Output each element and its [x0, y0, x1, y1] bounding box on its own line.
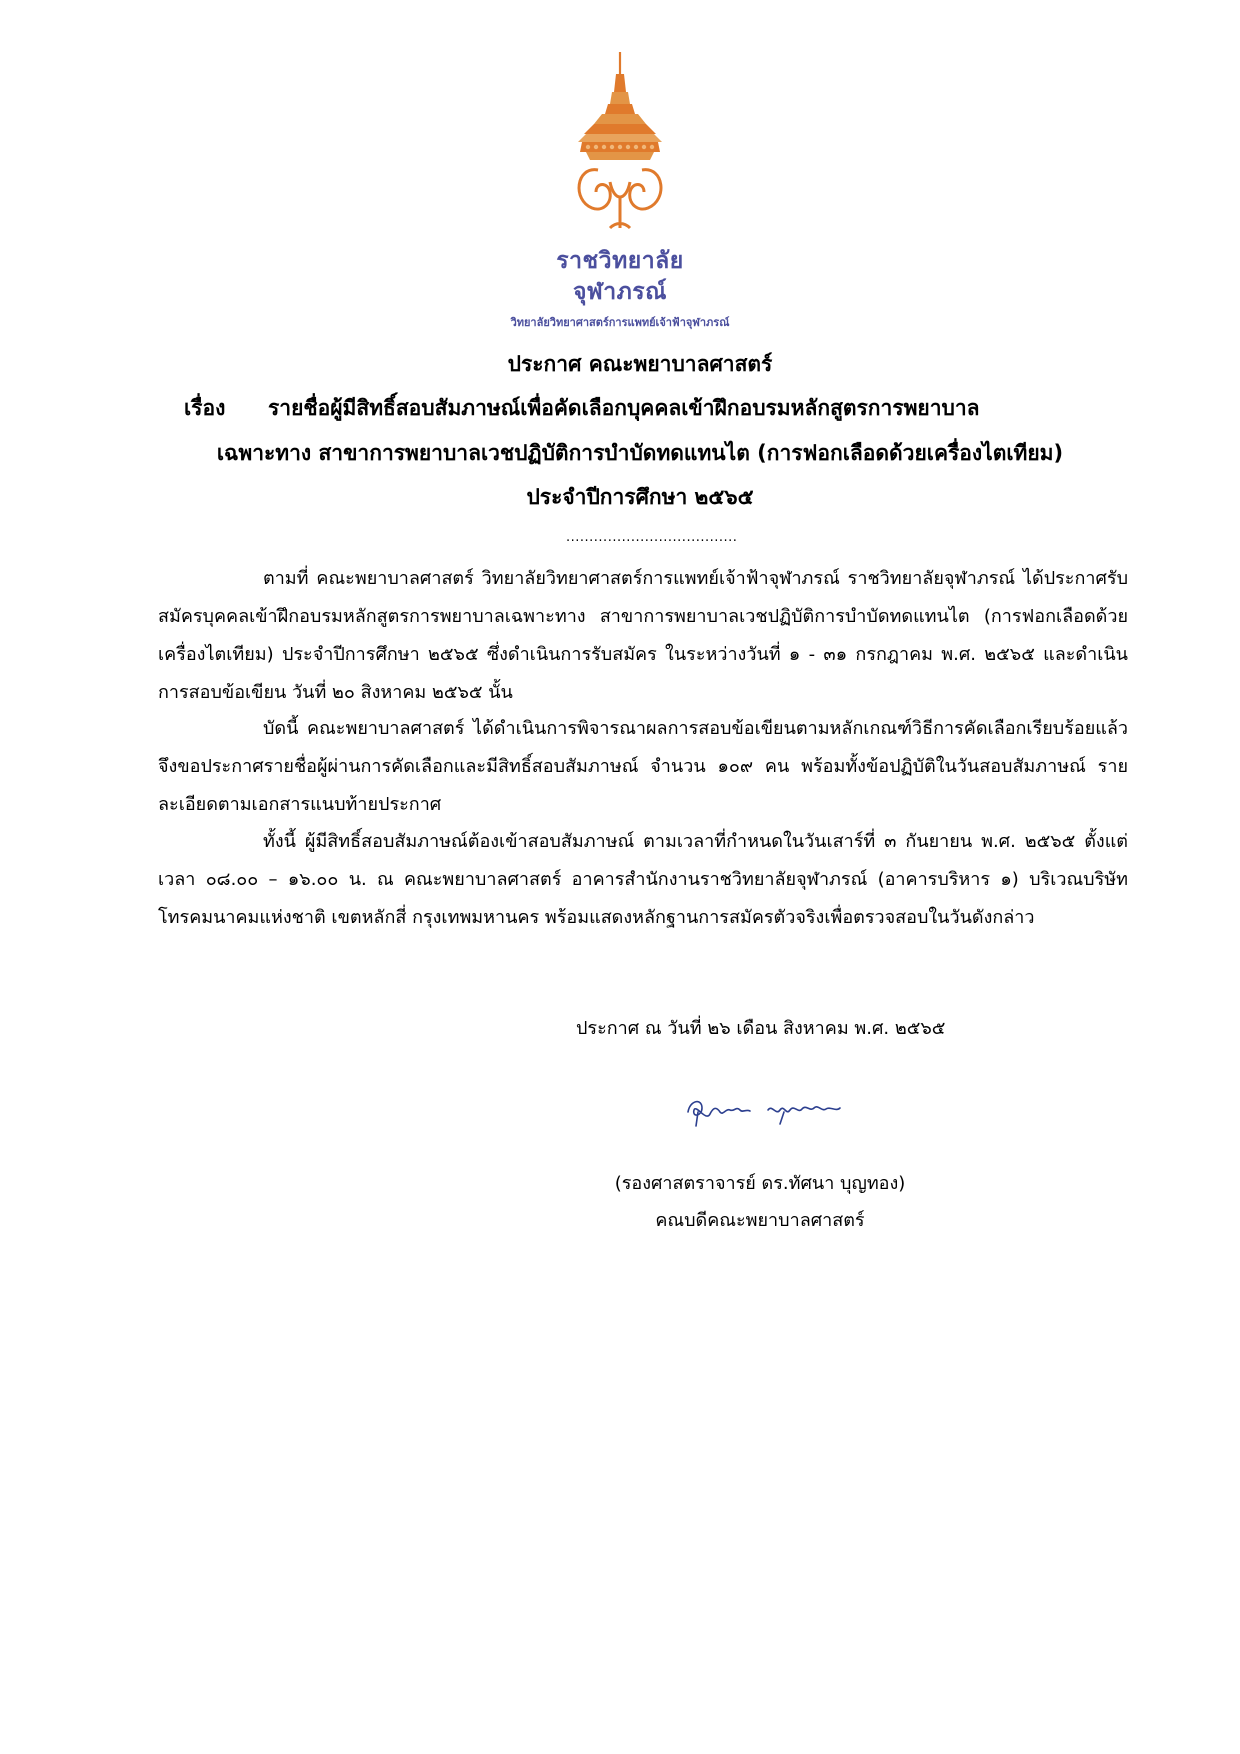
paragraph-1-text: ตามที่ คณะพยาบาลศาสตร์ วิทยาลัยวิทยาศาสตร์การแพทย์เจ้าฟ้าจุฬาภรณ์ ราชวิทยาลัยจุฬาภรณ์ ได้ประกาศรับสมัครบุคคลเข้าฝึกอบรมหลักสูตรการพยาบาลเฉพาะทาง สาขาการพยาบาลเวชปฏิบัติการบำบัดทดแทนไต (การฟอกเลือดด้วยเครื่องไตเทียม) ประจำปีการศึกษา ๒๕๖๕ ซึ่งดำเนินการรับสมัคร ในระหว่างวันที่ ๑ - ๓๑ กรกฎาคม พ.ศ. ๒๕๖๕ และดำเนินการสอบข้อเขียน วันที่ ๒๐ สิงหาคม ๒๕๖๕ นั้น — [158, 568, 1128, 703]
signer-name: (รองศาสตราจารย์ ดร.ทัศนา บุญทอง) — [614, 1173, 906, 1194]
logo-subtitle: วิทยาลัยวิทยาศาสตร์การแพทย์เจ้าฟ้าจุฬาภรณ์ — [510, 316, 730, 329]
crown-emblem-icon — [490, 52, 750, 242]
separator-dots: ..................................... — [566, 530, 738, 545]
handwritten-signature-icon — [680, 1082, 860, 1132]
announcement-title: ประกาศ คณะพยาบาลศาสตร์ — [507, 352, 773, 376]
paragraph-3-text: ทั้งนี้ ผู้มีสิทธิ์สอบสัมภาษณ์ต้องเข้าสอบสัมภาษณ์ ตามเวลาที่กำหนดในวันเสาร์ที่ ๓ กันยายน พ.ศ. ๒๕๖๕ ตั้งแต่เวลา ๐๘.๐๐ – ๑๖.๐๐ น. ณ คณะพยาบาลศาสตร์ อาคารสำนักงานราชวิทยาลัยจุฬาภรณ์ (อาคารบริหาร ๑) บริเวณบริษัทโทรคมนาคมแห่งชาติ เขตหลักสี่ กรุงเทพมหานคร พร้อมแสดงหลักฐานการสมัครตัวจริงเพื่อตรวจสอบในวันดังกล่าว — [158, 831, 1128, 928]
subject-text-line1: รายชื่อผู้มีสิทธิ์สอบสัมภาษณ์เพื่อคัดเลือกบุคคลเข้าฝึกอบรมหลักสูตรการพยาบาล — [268, 396, 980, 420]
subject-label: เรื่อง — [184, 396, 226, 420]
body-paragraph-2 — [158, 710, 1128, 824]
logo-name-line2: จุฬาภรณ์ — [573, 279, 667, 305]
institution-logo — [490, 52, 750, 332]
announcement-date: ประกาศ ณ วันที่ ๒๖ เดือน สิงหาคม พ.ศ. ๒๕๖๕ — [576, 1018, 946, 1039]
signer-title: คณบดีคณะพยาบาลศาสตร์ — [655, 1210, 865, 1231]
paragraph-2-text: บัดนี้ คณะพยาบาลศาสตร์ ได้ดำเนินการพิจารณาผลการสอบข้อเขียนตามหลักเกณฑ์วิธีการคัดเลือกเรียบร้อยแล้ว จึงขอประกาศรายชื่อผู้ผ่านการคัดเลือกและมีสิทธิ์สอบสัมภาษณ์ จำนวน ๑๐๙ คน พร้อมทั้งข้อปฏิบัติในวันสอบสัมภาษณ์ รายละเอียดตามเอกสารแนบท้ายประกาศ — [158, 718, 1128, 815]
body-paragraph-1 — [158, 560, 1128, 712]
subject-text-line2: เฉพาะทาง สาขาการพยาบาลเวชปฏิบัติการบำบัดทดแทนไต (การฟอกเลือดด้วยเครื่องไตเทียม) — [216, 441, 1064, 465]
body-paragraph-3 — [158, 823, 1128, 937]
subject-text-line3: ประจำปีการศึกษา ๒๕๖๕ — [526, 485, 754, 509]
logo-name-line1: ราชวิทยาลัย — [556, 248, 684, 274]
